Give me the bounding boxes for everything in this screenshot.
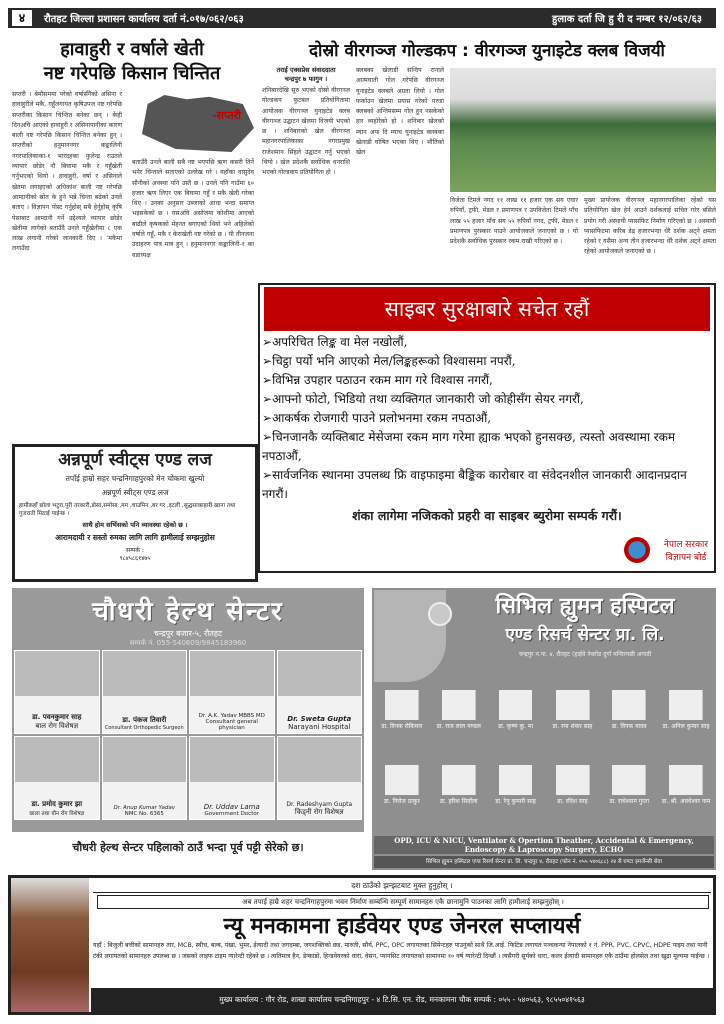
civil-doctor-card: डा. राज लाल मण्डल — [431, 684, 487, 758]
cyber-tip: ➢आकर्षक रोजगारी पाउने प्रलोभनमा रकम नपठाऔं, — [262, 411, 492, 425]
cyber-tip: ➢चिनजानकै व्यक्तिबाट मेसेजमा रकम माग गरेमा ह्याक भएको हुनसक्छ, त्यस्तो अवस्थामा रकम नपठाऔं, — [262, 430, 676, 463]
civil-doctor-card: डा. हरिश सिर्दोला — [431, 759, 487, 833]
civil-doctor-card: डा. निरोज ठाकुर — [374, 759, 430, 833]
cyber-tips-list — [260, 333, 714, 504]
cyber-ad-cta: शंका लागेमा नजिकको प्रहरी वा साइबर ब्युरोमा सम्पर्क गरौं। — [352, 508, 622, 523]
civil-doctor-card: डा. राधेश्याम गुप्ता — [601, 759, 657, 833]
doctor-card: डा. पंकज तिवारी Consultant Orthopedic Surgeon — [102, 650, 188, 734]
football-photo — [450, 68, 716, 192]
left-article-col1: सप्तरी । बेमौसममा परेको वर्षासँगैको असिना र हावाहुरीले मकै, गहुँलगायत कृषिउपज नष्ट गरेपछि सप्तरीका किसान चिन्तित बनेका छन् । केही दिनअघि आएको हावाहुरी र असिनापानीका कारण बाली नष्ट गरेपछि किसान चिन्तित बनेका हुन् । सप्तरीको हनुमाननगर कङ्कालिनी नगरपालिकाका-१ भारदहका फुलेन्द्र राउतले व्यापार छोडेर नौ बिघामा मकै र गहुँखेती गर्नुभएको थियो । हावाहुरी, वर्षा र असिनाले खेतमा लगाइएको अधिकांश बाली नष्ट गरेपछि आम्दानीको स्रोत के हुने भन्ने चिन्ता बढेको उनले बताए । विज्ञापन पोस्ट गर्नुहोस् सबै हेर्नुहोस् कृषि पेसाबाट आम्दानी गर्ने उद्देश्यले व्यापार छोडेर खेतीमा लागेको बताउँदै उनले गहुँखेतीमा ८ एक लाख लगानी गरेको जानकारी दिए । ‘मकैमा लगाउँदा — [12, 91, 122, 253]
doctor-card: डा. पवनकुमार साह बाल रोग विशेषज्ञ — [14, 650, 100, 734]
byline-author: तराई एक्सप्रेस संवाददाता — [276, 66, 336, 74]
chaudhary-footer: चौधरी हेल्थ सेन्टर पहिलाको ठाउँ भन्दा पूर्व पट्टी सेरेको छ। — [72, 841, 304, 854]
civil-title-line2: एण्ड रिसर्च सेन्टर प्रा. लि. — [505, 625, 665, 645]
doctor-card: डा. प्रमोद कुमार झा छाला तथा यौन रोग विशेषज्ञ — [14, 736, 100, 820]
chaudhary-address: चन्द्रपुर बजार-५, रौतहट — [153, 629, 223, 638]
chaudhary-health-center-ad — [12, 588, 364, 832]
left-headline — [8, 38, 256, 86]
civil-doctor-card: डा. अनिल कुमार साह — [658, 684, 714, 758]
hardware-footer: मुख्य कार्यालय : गौर रोड, शाखा कार्यालय चन्द्रनिगाहपुर - ४ टि.सि. एन. रोड, मनकामना चौक सम्पर्क : ०५५ - ५४०५६३, ९८५५०४१५६३ — [91, 988, 713, 1012]
civil-doctor-card: डा. कृष्ण कु. मा — [488, 684, 544, 758]
doctor-card: Dr. Anup Kumar Yadav NMC No. 6365 — [102, 736, 188, 820]
cyber-tip: ➢अपरिचित लिङ्क वा मेल नखोलौं, — [262, 335, 408, 349]
left-headline-line2: नष्ट गरेपछि किसान चिन्तित — [43, 63, 221, 84]
civil-doctor-card: डा. रेनु कुमारी साह — [488, 759, 544, 833]
advertising-board: नेपाल सरकार विज्ञापन बोर्ड — [663, 540, 708, 563]
govt-emblem-icon — [622, 535, 652, 565]
civil-doctor-card: डा. रमा शंकर साह — [544, 684, 600, 758]
cyber-ad-title: साइबर सुरक्षाबारे सचेत रहौं — [264, 287, 710, 331]
civil-doctor-card: डा. दिपक रोकिमार — [374, 684, 430, 758]
annapurna-line2: अन्नपूर्ण स्वीट्स एण्ड लज — [101, 488, 169, 497]
annapurna-sweets-ad — [12, 444, 258, 582]
cyber-tip: ➢सार्वजनिक स्थानमा उपलब्ध फ्रि वाइफाइमा बैङ्किक कारोबार वा संवेदनशील जानकारी आदानप्रदान नगरौं। — [262, 468, 687, 501]
annapurna-menu: हामीकहाँ छोला भटुरा,पुरी तरकारी,डोसा,समोसा ,मम ,चाउमिन ,बर गर ,इटली ,सुद्धसाकाहारी खाना तथा गुजराती मिठाई पाईन्छ । — [19, 503, 236, 517]
doctor-card: Dr. Sweta Gupta Narayani Hospital — [277, 650, 363, 734]
doctor-grid — [12, 650, 364, 820]
map-label: -सप्तरी — [212, 109, 242, 122]
hardware-title: न्यू मनकामना हार्डवेयर एण्ड जेनरल सप्लायर्स — [223, 914, 581, 939]
left-article-col2: बताउँदै उनले बाली सबै नष्ट भएपछि ऋण कसरी तिर्ने भनेर चिन्ताले सताएको उल्लेख गरे । यहाँका वासुदेव सौनीको अवस्था पनि उस्तै छ । उनले पनि गाउँमा ६० हजार ऋण लिएर एक बिघामा गहुँ र मकै खेती गरेका थिए । उनका अनुसार उब्जाको आधा भन्दा समाप्त भइसकेको छ । यसअघि असोजमा कोशीमा आएको बाढीले कृषकको मेहनत बगाएको थियो भने अहिलेको वर्षाले गहुँ, मकै र केराखेती नष्ट गरेको छ । यी तीनजना उदाहरण पात्र मात्र हुन् । हनुमाननगर कङ्कालिनी-१ का वडाध्यक्ष — [132, 159, 254, 259]
annapurna-home-service: साथै होम सर्भिसको पनि व्यावस्था रहेको छ । — [82, 521, 188, 529]
annapurna-line1: तपाँई हाम्रो सहर चन्द्रनिगाहपुरको मेन चोकमा खुल्यो — [65, 474, 205, 483]
cyber-tip: ➢आफ्नो फोटो, भिडियो तथा व्यक्तिगत जानकारी जो कोहीसँग सेयर नगरौं, — [262, 392, 584, 406]
right-article-col4: मुख्य प्रायोजक वीरगञ्ज महानगरपालिका रहेको यस प्रतियोगिता खेल हेर्न आउने दर्शकलाई सचित गरेर बसिले प्रयोग गरी अस्थायी प्यासफिट निर्माण गरिएको छ । अस्थायी प्यासफिटमा करिब डेढ हजारभन्दा धेरै दर्शक अट्ने क्षमता रहेको र यसैमा अन्य तीन हजारभन्दा धेरै दर्शक अट्ने क्षमता रहेको आयोजकले जनाएको छ । — [584, 197, 716, 256]
cyber-tip: ➢चिट्ठा पर्यो भनि आएको मेल/लिङ्कहरूको विश्वासमा नपरौं, — [262, 354, 516, 368]
page-number: ४ — [12, 10, 32, 26]
doctor-card: Dr. A.K. Yadav MBBS MD Consultant general physician — [189, 650, 275, 734]
right-article-col1: शनिबारदेखि सुरु भएको दोस्रो वीरगञ्ज गोल्डकप फुटबल प्रतियोगितामा आयोजक वीरगञ्ज युनाइटेड क्लब वीरगञ्ज उद्घाटन खेलमा विजयी भएको छ । शनिबारको खेल वीरगञ्ज महानगरपालिकाका नगरप्रमुख राजेशमान सिंहले उद्घाटन गर्नु भएको थियो । खेल प्रदेशकै सर्वाधिक धनराशि भएको गोल्डकप प्रतियोगिता हो । — [262, 87, 350, 177]
civil-doctor-grid — [374, 684, 714, 833]
doctor-card: Dr. Uddav Lama Government Doctor — [189, 736, 275, 820]
civil-doctor-card: डा. श्री. अवधेश्वर नाम — [658, 759, 714, 833]
byline — [262, 66, 350, 84]
right-article-col3: विजेता टिमले नगद ११ लाख ११ हजार एक सय एघार रुपियाँ, ट्रफी, मेडल र प्रमाणपत्र र उपविजेता टिमले पाँच लाख ५५ हजार पाँच सय ५५ रुपियाँ नगद, ट्रफी, मेडल र प्रमाणपत्र पुरस्कार पाउने आयोजकले जनाएको छ । यो प्रदेशकै सर्वाधिक पुरस्कार रकम राखी गरिएको छ । — [450, 197, 578, 246]
annapurna-rooms: आरामदायी र सस्तो रुमका लागि लागि हामीलाई सम्झनुहोस — [55, 533, 215, 542]
civil-title-line1: सिभिल ह्युमन हस्पिटल — [495, 594, 675, 619]
temple-photo — [11, 878, 89, 1012]
hospital-logo-icon — [428, 602, 452, 626]
hardware-top-line: दश ठाउँको झन्झटबाट मुक्त हुनुहोस् । — [93, 880, 711, 893]
annapurna-contact-label: सम्पर्क : — [126, 547, 144, 554]
civil-doctor-card: डा. दिपक यादव — [601, 684, 657, 758]
civil-services: OPD, ICU & NICU, Ventilator & Opertion Theather, Accidental & Emergency, Endoscopy & Laproscopy Surgery, ECHO — [374, 836, 714, 854]
hardware-body: यहाँ : बिजुली बत्तीको सामानहरु तार, MCB, स्वीच, बल्ब, पंखा, भुमर, ईत्यादी तथा जगदम्बा, जगशक्तिको छड, मारुती, सौर्य, PPC, OPC लगायतका सिमेन्टहरु पाउनुको साथै जि.आई. फिटिङ लगायत पञ्चकन्या नेपालको १ नं. PPR, PVC, CPVC, HDPE पाइप तथा पानी टंकी लगायतको सामानहरु उपलब्ध छ । जसको लाइफ टाइम ग्यारेन्टी रहेको छ । त्यतिमात्र हैन, डेन्काडो, हिन्डवेयरको धारा, वेसन, प्यानसिट लगायतको सामानमा १० वर्ष ग्यारेन्टी दिन्छौं । त्यसैगरी सूर्यको धारा, कलर ईत्यादी सामानहरु एकै ठाउँमा होलसेल तथा खुद्रा मूल्यमा पाईन्छ । — [93, 942, 710, 960]
page-header — [8, 8, 716, 28]
civil-address: चन्द्रपुर न.पा. ४, रौतहट (हाईवे नेबरोड दुगाँ मन्दिरपछी अगाडी — [518, 651, 652, 658]
civil-footer: सिभिल ह्युमन हस्पिटल एण्ड रिसर्च सेन्टर प्रा. लि. चन्द्रपुर ४, रौतहट (फोन नं. ०५५ ५४०६८८) २४ सै घण्टा इमर्जेन्सी सेवा — [374, 856, 714, 868]
civil-human-hospital-ad — [372, 588, 716, 870]
postal-registration-text: हुलाक दर्ता जि हु री द नम्बर १२/०६२/६३ — [552, 14, 702, 25]
hardware-sub-line: अब तपाई हाम्रै शहर चन्द्रनिगाहपुरमा भवन निर्माण सम्बन्धि सम्पूर्ण सामानहरु एकै छानामुनि पाउनका लागि हामीलाई सम्झनुहोस् । — [97, 895, 709, 909]
right-headline: दोस्रो वीरगञ्ज गोल्डकप : वीरगञ्ज युनाइटेड क्लब विजयी — [309, 41, 665, 61]
registration-text: रौतहट जिल्ला प्रशासन कार्यालय दर्ता नं.०१७/०६२/०६३ — [44, 14, 244, 25]
cyber-tip: ➢विभिन्न उपहार पठाउन रकम माग गरे विश्वास नगरौं, — [262, 373, 493, 387]
left-headline-line1: हावाहुरी र वर्षाले खेती — [60, 39, 204, 60]
chaudhary-title: चौधरी हेल्थ सेन्टर — [92, 597, 284, 627]
cyber-security-ad — [258, 283, 716, 573]
right-article-col2: क्लबका खेलाडी सन्दिप रानाले आत्मघाती गोल गरेपछि वीरगञ्ज युनाइटेड क्लबले अग्रता लियो । गोल फर्काउन खेलमा प्रयास गरेको गरुडा क्लबको अन्तिमसम्म गोल हुन नसकेको हार व्यहोरेको हो । शनिबार खेलको म्यान अफ दि म्याच युनाइटेड क्लबका खेलाडी घोषित भएका थिए । भौतिको खेल — [356, 67, 444, 157]
new-manakamana-hardware-ad — [8, 875, 716, 1015]
civil-doctor-card: डा. रदिश साह — [544, 759, 600, 833]
annapurna-phone: ९८४५८६१४७५ — [119, 555, 151, 562]
doctor-card: Dr. Radeshyam Gupta किड्नी रोग विशेषज्ञ — [277, 736, 363, 820]
chaudhary-phone: सम्पर्क नं. 055-540609/9845183960 — [129, 639, 247, 647]
annapurna-title: अन्नपूर्ण स्वीट्स एण्ड लज — [58, 450, 212, 470]
byline-dateline: चन्द्रपुर ७ फागुन । — [284, 75, 328, 83]
